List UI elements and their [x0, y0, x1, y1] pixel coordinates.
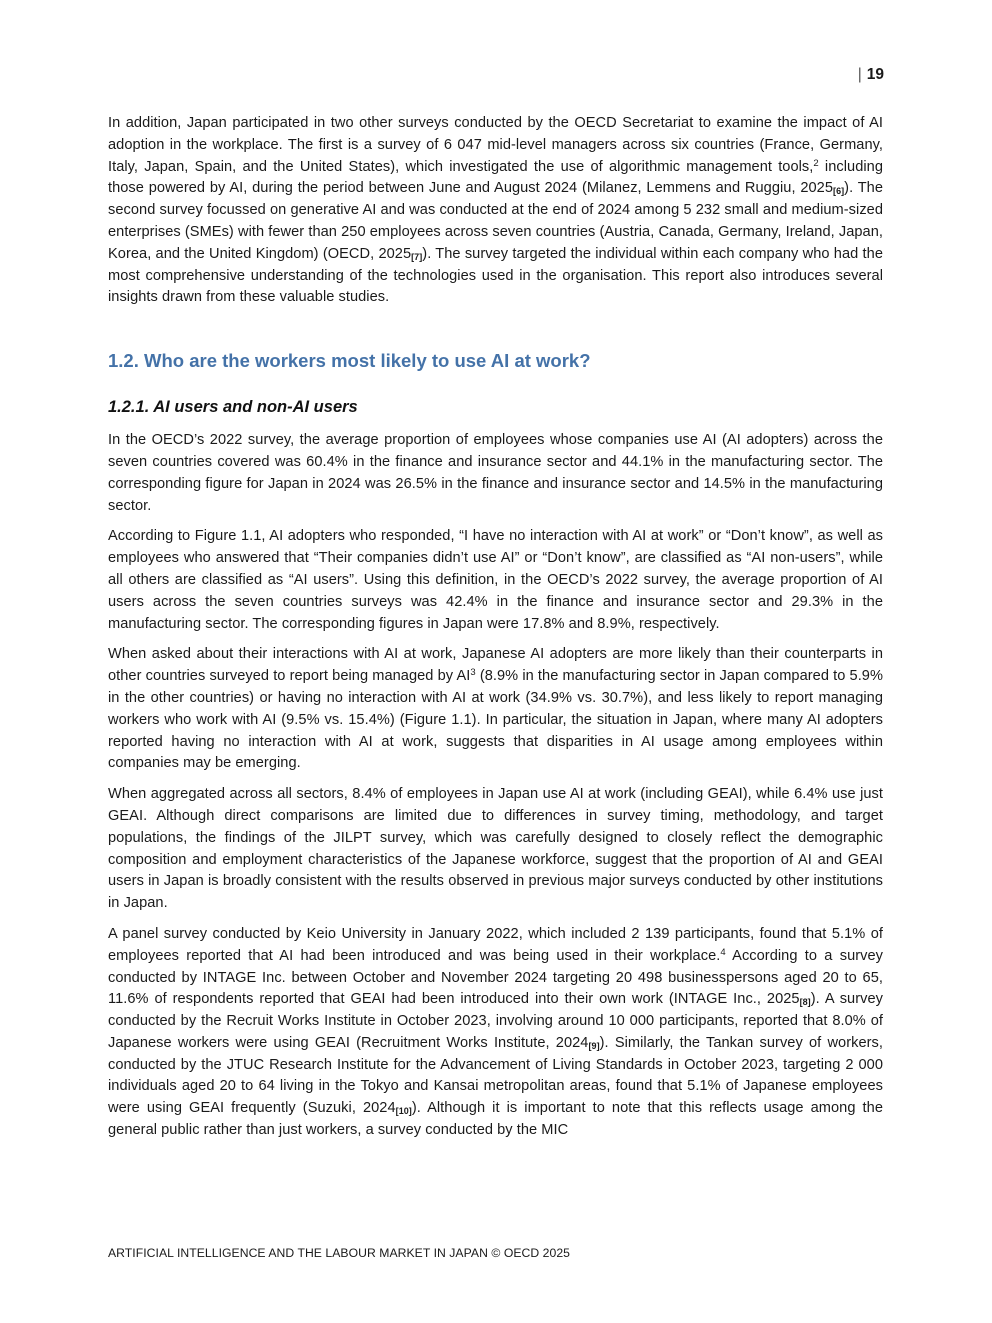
reference-8[interactable]: [8]: [799, 997, 811, 1008]
paragraph-ai-users-definition: According to Figure 1.1, AI adopters who responded, “I have no interaction with AI at work” or “Don’t know”, as well as employees who answered that “Their companies didn’t use AI” or “Don’t know”, are classified as “AI non-users”, while all others are classified as “AI users”. Using this definition, in the OECD’s 2022 survey, the average proportion of AI users across the seven countries surveys was 42.4% in the finance and insurance sector and 29.3% in the manufacturing sector. The corresponding figures in Japan were 17.8% and 8.9%, respectively.: [108, 528, 883, 632]
panel-text-1: A panel survey conducted by Keio University in January 2022, which included 2 139 participants, found that 5.1% of employees reported that AI had been introduced and was being used in their workplace.: [108, 925, 883, 964]
header-separator: |: [857, 66, 862, 83]
paragraph-ai-adopters: In the OECD’s 2022 survey, the average proportion of employees whose companies use AI (AI adopters) across the seven countries covered was 60.4% in the finance and insurance sector and 44.1% in the manufacturing sector. The corresponding figure for Japan in 2024 was 26.5% in the finance and insurance sector and 14.5% in the manufacturing sector.: [108, 432, 883, 514]
intro-text-3: ). The second survey focussed on generative AI and was conducted at the end of 2024 among 5 232 small and medium-sized enterprises (SMEs) with fewer than 250 employees across seven countries (Austria, Canada, Germany, Ireland, Japan, Korea, and the United Kingdom) (OECD, 2025: [108, 180, 884, 262]
section-heading: 1.2. Who are the workers most likely to use AI at work?: [108, 350, 591, 372]
interactions-text-1: When asked about their interactions with AI at work, Japanese AI adopters are more likely than their counterparts in other countries surveyed to report being managed by AI: [108, 646, 883, 685]
panel-text-5: ). Although it is important to note that this reflects usage among the general public rather than just workers, a survey conducted by the MIC: [108, 1100, 883, 1139]
panel-text-3: ). A survey conducted by the Recruit Works Institute in October 2023, involving around 10 000 participants, reported that 8.0% of Japanese workers were using GEAI (Recruitment Works Institute, 2024: [108, 991, 883, 1051]
reference-6[interactable]: [6]: [833, 186, 845, 197]
paragraph-panel-surveys: [108, 924, 883, 1142]
document-body: [108, 113, 883, 1151]
page-number-value: 19: [866, 66, 884, 83]
panel-text-2: According to a survey conducted by INTAGE Inc. between October and November 2024 targeting 20 498 businesspersons aged 20 to 65, 11.6% of respondents reported that GEAI had been introduced into their own work (INTAGE Inc., 2025: [108, 947, 883, 1008]
footnote-marker-2[interactable]: 2: [813, 157, 819, 169]
intro-text-2: including those powered by AI, during the period between June and August 2024 (Milanez, Lemmens and Ruggiu, 2025: [108, 158, 883, 197]
panel-text-4: ). Similarly, the Tankan survey of workers, conducted by the JTUC Research Institute for the Advancement of Living Standards in October 2023, targeting 2 000 individuals aged 20 to 64 living in the Tokyo and Kansai metropolitan areas, found that 5.1% of Japanese employees were using GEAI frequently (Suzuki, 2024: [108, 1034, 883, 1117]
page-footer: ARTIFICIAL INTELLIGENCE AND THE LABOUR MARKET IN JAPAN © OECD 2025: [108, 1246, 570, 1260]
footnote-marker-4[interactable]: 4: [720, 946, 726, 958]
reference-10[interactable]: [10]: [395, 1106, 412, 1117]
footnote-marker-3[interactable]: 3: [470, 667, 476, 679]
paragraph-aggregated: When aggregated across all sectors, 8.4% of employees in Japan use AI at work (including GEAI), while 6.4% use just GEAI. Although direct comparisons are limited due to differences in survey timing, methodology, and target populations, the findings of the JILPT survey, which was carefully designed to closely reflect the demographic composition and employment characteristics of the Japanese workforce, suggest that the proportion of AI and GEAI users in Japan is broadly consistent with the results observed in previous major surveys conducted by other institutions in Japan.: [108, 786, 883, 912]
paragraph-interactions: [108, 644, 883, 775]
page-number: [858, 66, 884, 84]
interactions-text-2: (8.9% in the manufacturing sector in Japan compared to 5.9% in the other countries) or having no interaction with AI at work (34.9% vs. 30.7%), and less likely to report managing workers who work with AI (9.5% vs. 15.4%) (Figure 1.1). In particular, the situation in Japan, where many AI adopters reported having no interaction with AI at work, suggests that disparities in AI usage among employees within companies may be emerging.: [108, 668, 883, 772]
subsection-heading: 1.2.1. AI users and non-AI users: [108, 398, 358, 417]
reference-7[interactable]: [7]: [411, 251, 423, 262]
reference-9[interactable]: [9]: [588, 1040, 600, 1051]
intro-text-1: In addition, Japan participated in two other surveys conducted by the OECD Secretariat to examine the impact of AI adoption in the workplace. The first is a survey of 6 047 mid-level managers across six countries (France, Germany, Italy, Japan, Spain, and the United States), which investigated the use of algorithmic management tools,: [108, 115, 883, 175]
intro-text-4: ). The survey targeted the individual within each company who had the most comprehensive understanding of the technologies used in the organisation. This report also introduces several insights drawn from these valuable studies.: [108, 245, 883, 306]
intro-paragraph: [108, 113, 883, 309]
